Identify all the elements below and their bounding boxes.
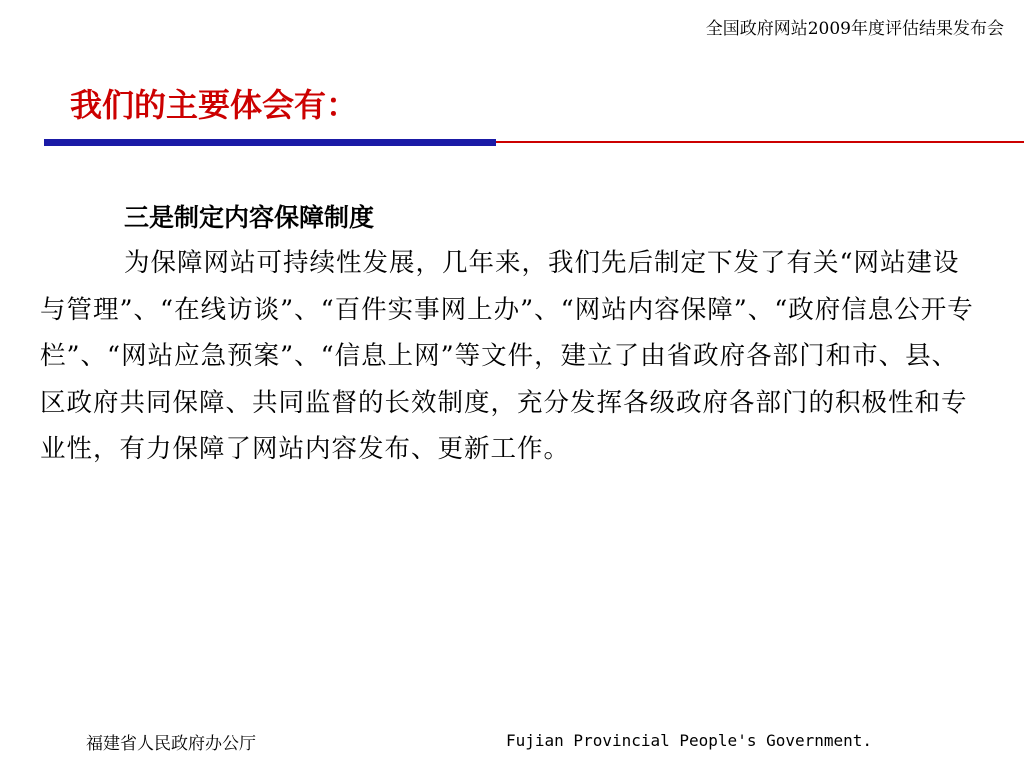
title-underline-blue [44, 139, 496, 146]
slide-title: 我们的主要体会有： [70, 86, 359, 124]
section-heading: 三是制定内容保障制度 [124, 203, 375, 232]
event-caption: 全国政府网站2009年度评估结果发布会 [705, 19, 1004, 39]
footer-organization-cn: 福建省人民政府办公厅 [86, 734, 256, 754]
body-paragraph: 为保障网站可持续性发展，几年来，我们先后制定下发了有关“网站建设与管理”、“在线访谈”、“百件实事网上办”、“网站内容保障”、“政府信息公开专栏”、“网站应急预案”、“信息上网”等文件，建立了由省政府各部门和市、县、区政府共同保障、共同监督的长效制度，充分发挥各级政府各部门的积极性和专业性，有力保障了网站内容发布、更新工作。 [40, 248, 974, 464]
title-underline-red [496, 141, 1024, 143]
footer-organization-en: Fujian Provincial People's Government. [506, 731, 873, 750]
